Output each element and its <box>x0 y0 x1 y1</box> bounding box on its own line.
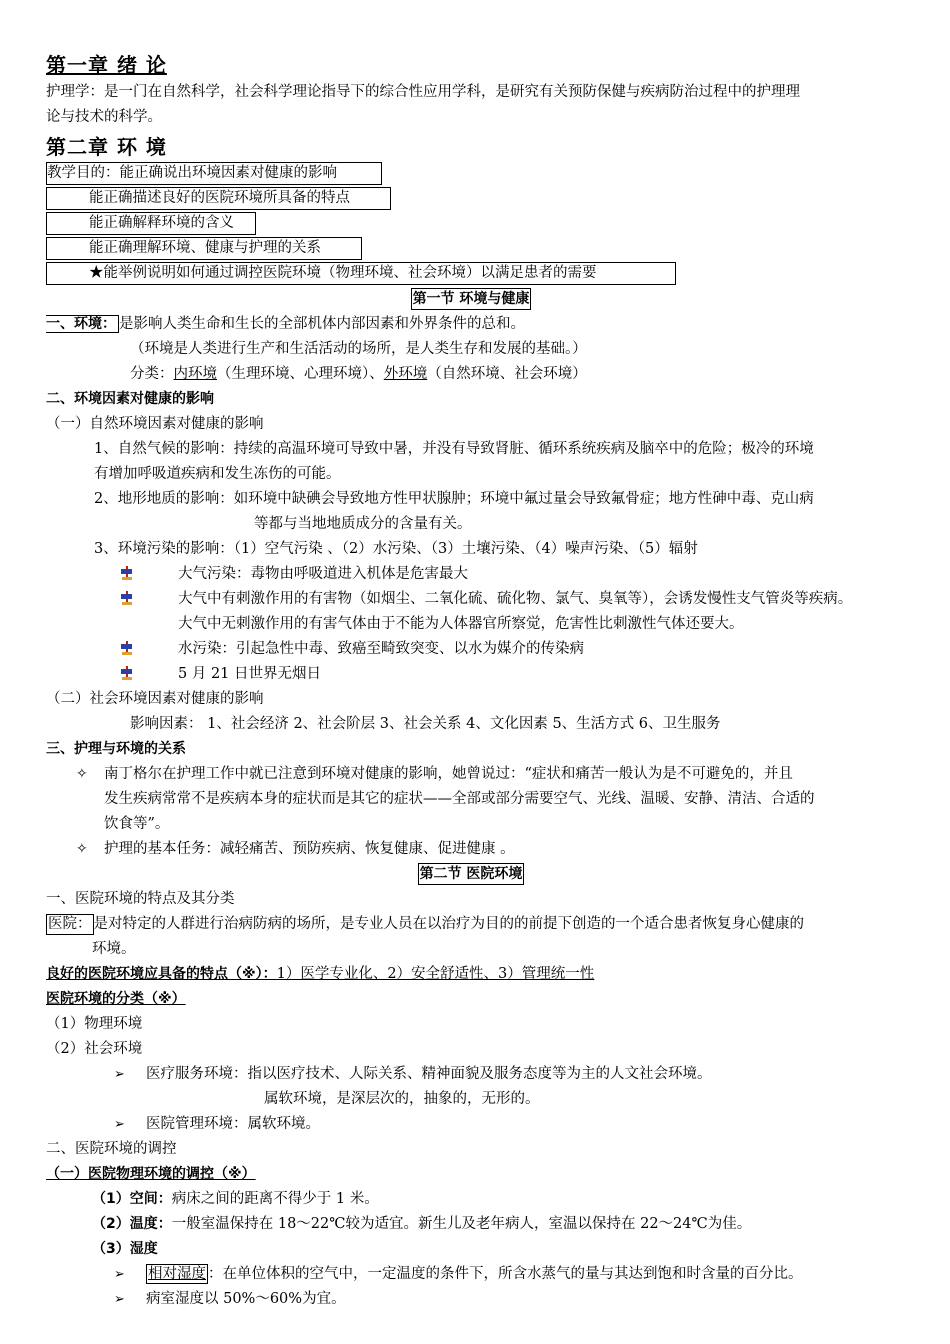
flag-bullet-icon <box>120 666 134 680</box>
hospital-definition: 医院： 是对特定的人群进行治病防病的场所，是专业人员在以治疗为目的的前提下创造的一个适合患者恢复身心健康的 <box>46 912 916 937</box>
environment-definition-text: 是影响人类生命和生长的全部机体内部因素和外界条件的总和。 <box>119 316 525 332</box>
hospital-label: 医院： <box>46 914 94 935</box>
environment-definition <box>46 312 916 337</box>
section-2-title: 第二节 医院环境 <box>418 863 525 885</box>
list-item: ➢ 医疗服务环境：指以医疗技术、人际关系、精神面貌及服务态度等为主的人文社会环境。 <box>46 1062 916 1087</box>
arrow-bullet-icon: ➢ <box>114 1117 125 1132</box>
social-env-title: （二）社会环境因素对健康的影响 <box>46 691 264 707</box>
nursing-definition-line-2: 论与技术的科学。 <box>46 109 162 125</box>
geology-impact-line-2: 等都与当地地质成分的含量有关。 <box>254 516 472 532</box>
chapter-1-title: 第一章 绪 论 <box>46 53 167 77</box>
classification-heading: 医院环境的分类（※） <box>46 991 186 1007</box>
flag-bullet-icon <box>120 591 134 605</box>
social-factors: 影响因素： 1、社会经济 2、社会阶层 3、社会关系 4、文化因素 5、生活方式 6、卫生服务 <box>130 716 721 732</box>
list-item: ➢ 医院管理环境：属软环境。 <box>46 1112 916 1137</box>
space-item: （1）空间：病床之间的距离不得少于 1 米。 <box>92 1191 379 1207</box>
inner-environment: 内环境 <box>173 366 217 382</box>
heading-env-factors: 二、环境因素对健康的影响 <box>46 391 214 407</box>
nightingale-quote-line-3: 饮食等”。 <box>104 816 170 832</box>
arrow-bullet-icon: ➢ <box>114 1267 125 1282</box>
list-item: ➢ 病室湿度以 50%～60%为宜。 <box>46 1287 916 1312</box>
teaching-goal: 能正确理解环境、健康与护理的关系 <box>46 237 362 260</box>
good-features-items: 1）医学专业化、2）安全舒适性、3）管理统一性 <box>276 966 595 982</box>
list-item: 5 月 21 日世界无烟日 <box>46 662 916 687</box>
nursing-definition-line-1: 护理学：是一门在自然科学，社会科学理论指导下的综合性应用学科，是研究有关预防保健与疾病防治过程中的护理理 <box>46 84 800 100</box>
list-item: 大气中有刺激作用的有害物（如烟尘、二氧化硫、硫化物、氯气、臭氧等），会诱发慢性支气管炎等疾病。 <box>46 587 916 612</box>
teaching-goal: 能正确解释环境的含义 <box>46 212 256 235</box>
teaching-goal: 教学目的：能正确说出环境因素对健康的影响 <box>46 162 382 185</box>
arrow-bullet-icon: ➢ <box>114 1067 125 1082</box>
environment-classification: 分类：内环境（生理环境、心理环境）、外环境（自然环境、社会环境） <box>130 366 587 382</box>
social-environment: （2）社会环境 <box>46 1041 143 1057</box>
physical-control-heading: （一）医院物理环境的调控（※） <box>46 1166 256 1182</box>
nightingale-quote-line-2: 发生疾病常常不是疾病本身的症状而是其它的症状——全部或部分需要空气、光线、温暖、安静、清洁、合适的 <box>104 791 815 807</box>
physical-environment: （1）物理环境 <box>46 1016 143 1032</box>
teaching-goals <box>46 162 916 287</box>
diamond-bullet-icon: ✧ <box>76 841 88 857</box>
teaching-goal: ★能举例说明如何通过调控医院环境（物理环境、社会环境）以满足患者的需要 <box>46 262 676 285</box>
list-item: ✧ 南丁格尔在护理工作中就已注意到环境对健康的影响，她曾说过：“症状和痛苦一般认为是不可避免的，并且 <box>46 762 916 787</box>
chapter-2-title: 第二章 环 境 <box>46 135 167 159</box>
air-pollution-note: 大气中无刺激作用的有害气体由于不能为人体器官所察觉，危害性比刺激性气体还要大。 <box>178 616 744 632</box>
diamond-bullet-icon: ✧ <box>76 766 88 782</box>
humidity-item: （3）湿度 <box>92 1241 158 1257</box>
arrow-bullet-icon: ➢ <box>114 1292 125 1307</box>
good-features-label: 良好的医院环境应具备的特点（※）： <box>46 966 277 982</box>
hospital-definition-line-2: 环境。 <box>92 941 136 957</box>
environment-label: 一、环境： <box>46 315 119 333</box>
relative-humidity-label: 相对湿度 <box>148 1266 206 1282</box>
section-2-heading-row <box>26 862 916 887</box>
flag-bullet-icon <box>120 641 134 655</box>
climate-impact-line-1: 1、自然气候的影响：持续的高温环境可导致中暑，并没有导致肾脏、循环系统疾病及脑卒中的危险；极冷的环境 <box>94 441 814 457</box>
list-item: ➢ 相对湿度 ：在单位体积的空气中，一定温度的条件下，所含水蒸气的量与其达到饱和时含量的百分比。 <box>46 1262 916 1287</box>
heading-nursing-env: 三、护理与环境的关系 <box>46 741 186 757</box>
pollution-impact: 3、环境污染的影响：（1）空气污染 、（2）水污染、（3）土壤污染、（4）噪声污染、（5）辐射 <box>94 541 698 557</box>
document-page <box>46 46 916 1312</box>
environment-note: （环境是人类进行生产和生活活动的场所，是人类生存和发展的基础。） <box>130 341 587 357</box>
geology-impact-line-1: 2、地形地质的影响：如环境中缺碘会导致地方性甲状腺肿；环境中氟过量会导致氟骨症；地方性砷中毒、克山病 <box>94 491 814 507</box>
flag-bullet-icon <box>120 566 134 580</box>
section-1-heading-row <box>26 287 916 312</box>
hospital-control-heading: 二、医院环境的调控 <box>46 1141 177 1157</box>
teaching-goal: 能正确描述良好的医院环境所具备的特点 <box>46 187 391 210</box>
climate-impact-line-2: 有增加呼吸道疾病和发生冻伤的可能。 <box>94 466 341 482</box>
temperature-item: （2）温度：一般室温保持在 18～22℃较为适宜。新生儿及老年病人，室温以保持在 22～24℃为佳。 <box>92 1216 752 1232</box>
hospital-features-heading: 一、医院环境的特点及其分类 <box>46 891 235 907</box>
list-item: 大气污染：毒物由呼吸道进入机体是危害最大 <box>46 562 916 587</box>
list-item: 水污染：引起急性中毒、致癌至畸致突变、以水为媒介的传染病 <box>46 637 916 662</box>
outer-environment: 外环境 <box>383 366 428 382</box>
list-item: ✧ 护理的基本任务：减轻痛苦、预防疾病、恢复健康、促进健康 。 <box>46 837 916 862</box>
good-hospital-features <box>46 962 916 987</box>
natural-env-title: （一）自然环境因素对健康的影响 <box>46 416 264 432</box>
soft-environment-note: 属软环境，是深层次的，抽象的，无形的。 <box>264 1091 540 1107</box>
section-1-title: 第一节 环境与健康 <box>411 288 532 310</box>
